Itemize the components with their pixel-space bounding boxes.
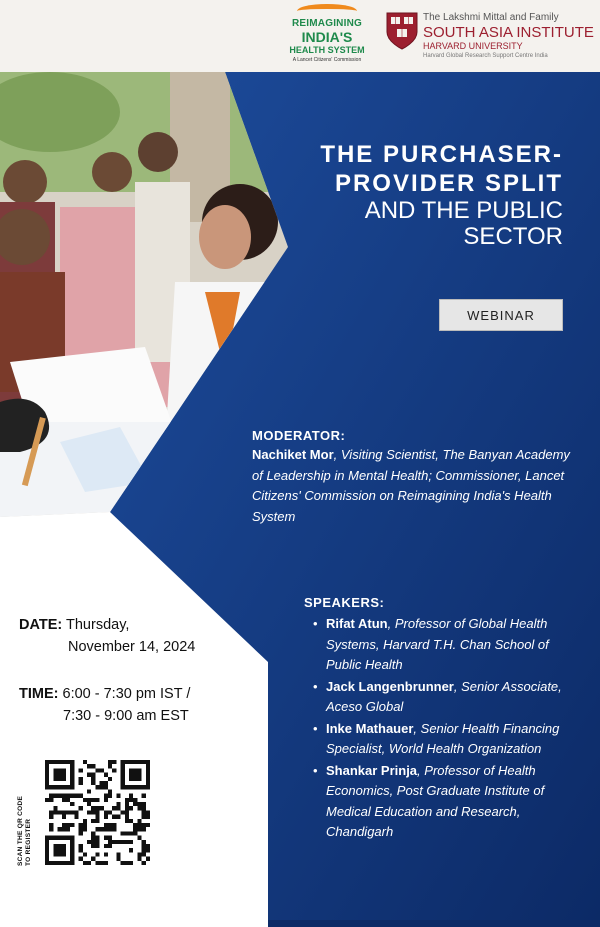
- speaker-name: Rifat Atun: [326, 616, 388, 631]
- bullet-icon: •: [313, 678, 318, 694]
- speakers-section: [304, 593, 584, 844]
- title-line-1: THE PURCHASER-: [320, 141, 563, 168]
- rihs-line1: REIMAGINING: [292, 18, 362, 29]
- qr-finder-square: [129, 768, 142, 781]
- qr-finder-square: [53, 768, 66, 781]
- speakers-heading: SPEAKERS:: [304, 595, 385, 610]
- speaker-details: , Professor of Global Health Systems, Harvard T.H. Chan School of Public Health: [326, 616, 549, 672]
- speaker-details: , Senior Associate, Aceso Global: [326, 678, 562, 714]
- rihs-line4: A Lancet Citizens' Commission: [292, 57, 362, 63]
- bottom-accent-strip: [0, 920, 600, 927]
- title-line-2: PROVIDER SPLIT: [334, 170, 563, 197]
- speaker-item: [304, 677, 584, 718]
- sai-line3: HARVARD UNIVERSITY: [423, 41, 523, 51]
- sai-line2: SOUTH ASIA INSTITUTE: [423, 24, 594, 41]
- moderator-section: [252, 426, 572, 527]
- webinar-badge: WEBINAR: [439, 299, 563, 331]
- date-line2: November 14, 2024: [68, 639, 196, 655]
- speaker-details: , Senior Health Financing Specialist, World Health Organization: [326, 720, 560, 756]
- qr-caption-line2: TO REGISTER: [25, 818, 32, 866]
- south-asia-institute-logo: [423, 12, 598, 61]
- speaker-list: [304, 614, 584, 843]
- speaker-name: Shankar Prinja: [326, 762, 418, 778]
- speaker-item: [304, 719, 584, 760]
- qr-finder-square: [53, 844, 66, 857]
- title-line-3: AND THE PUBLIC: [364, 197, 563, 224]
- event-date: [19, 614, 259, 658]
- harvard-shield-icon: [386, 12, 418, 50]
- title-line-4: SECTOR: [463, 223, 563, 250]
- bullet-icon: •: [313, 616, 318, 631]
- speaker-item: [304, 614, 584, 676]
- moderator-details: , Visiting Scientist, The Banyan Academy of Leadership in Mental Health; Commissioner, Lancet Citizens' Commission on Reimagining India's Health System: [252, 447, 570, 524]
- rihs-line2: INDIA'S: [301, 29, 353, 45]
- bullet-icon: •: [313, 762, 318, 778]
- registration-qr-code[interactable]: [45, 760, 150, 865]
- event-time: [19, 683, 259, 727]
- sai-line4: Harvard Global Research Support Centre India: [423, 53, 548, 59]
- moderator-name: Nachiket Mor: [252, 447, 334, 462]
- header-bar: [0, 0, 600, 72]
- moderator-heading: MODERATOR:: [252, 428, 346, 443]
- speaker-name: Inke Mathauer: [326, 720, 414, 736]
- bullet-icon: •: [313, 720, 318, 736]
- time-line2: 7:30 - 9:00 am EST: [63, 708, 189, 724]
- reimagining-india-health-logo: [288, 4, 366, 70]
- speaker-details: , Professor of Health Economics, Post Graduate Institute of Medical Education and Research, Chandigarh: [326, 762, 545, 839]
- qr-caption: [17, 766, 33, 866]
- event-title-light: [365, 198, 563, 250]
- sai-line1: The Lakshmi Mittal and Family: [423, 12, 559, 23]
- qr-caption-line1: SCAN THE QR CODE: [17, 795, 24, 866]
- rihs-line3: HEALTH SYSTEM: [289, 45, 365, 55]
- moderator-info: [252, 445, 572, 527]
- date-label: DATE:: [19, 617, 63, 633]
- event-title-bold: [320, 140, 563, 198]
- time-label: TIME:: [19, 686, 59, 702]
- speaker-item: [304, 761, 584, 843]
- date-line1: Thursday,: [66, 617, 130, 633]
- time-line1: 6:00 - 7:30 pm IST /: [62, 686, 191, 702]
- speaker-name: Jack Langenbrunner: [326, 678, 454, 694]
- logo-arc-icon: [297, 4, 357, 18]
